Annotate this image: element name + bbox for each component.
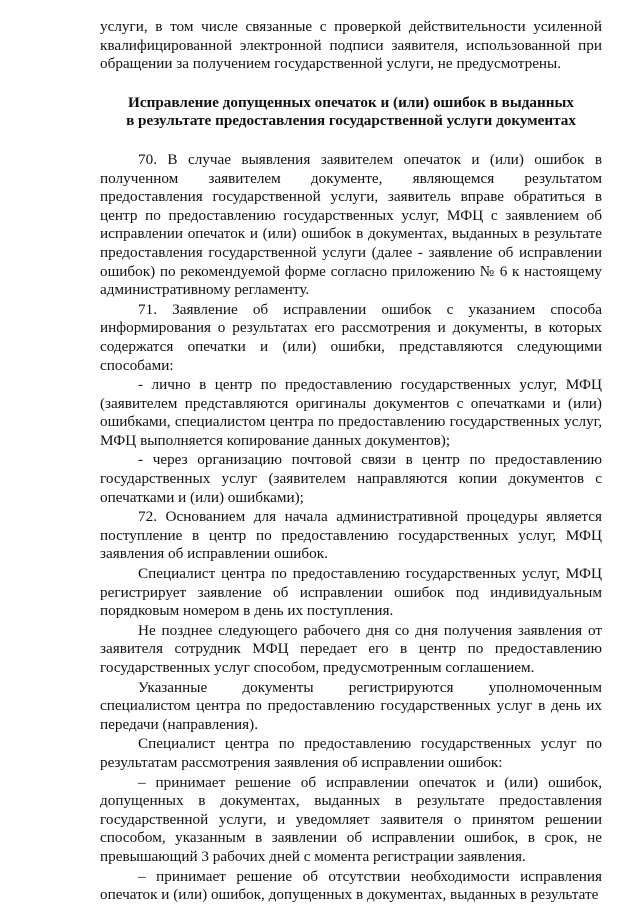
document-body: [100, 18, 602, 905]
list-item-by-mail: - через организацию почтовой связи в центр по предоставлению государственных услуг (заявителем направляются копии документов с опечатками и (или) ошибками);: [100, 451, 602, 506]
paragraph-documents-registered: Указанные документы регистрируются уполномоченным специалистом центра по предоставлению государственных услуг в день их передачи (направления).: [100, 678, 602, 733]
paragraph-71: 71. Заявление об исправлении ошибок с указанием способа информирования о результатах его рассмотрения и документы, в которых содержатся опечатки и (или) ошибки, представляются следующими способами:: [100, 300, 602, 374]
list-item-correction-decision: – принимает решение об исправлении опечаток и (или) ошибок, допущенных в документах, выданных в результате предоставления государственной услуги, и уведомляет заявителя о принятом решении способом, указанным в заявлении об исправлении ошибок, в срок, не превышающий 3 рабочих дней с момента регистрации заявления.: [100, 773, 602, 865]
paragraph-review-results: Специалист центра по предоставлению государственных услуг по результатам рассмотрения заявления об исправлении ошибок:: [100, 735, 602, 771]
list-item-in-person: - лично в центр по предоставлению государственных услуг, МФЦ (заявителем представляются оригиналы документов с опечатками и (или) ошибками, специалистом центра по предоставлению государственных услуг, МФЦ выполняется копирование данных документов);: [100, 376, 602, 449]
intro-paragraph: услуги, в том числе связанные с проверкой действительности усиленной квалифицированной электронной подписи заявителя, использованной при обращении за получением государственной услуги, не предусмотрены.: [100, 18, 602, 73]
list-item-no-correction-decision: – принимает решение об отсутствии необходимости исправления опечаток и (или) ошибок, допущенных в документах, выданных в результате: [100, 867, 602, 904]
paragraph-70: 70. В случае выявления заявителем опечаток и (или) ошибок в полученном заявителем документе, являющемся результатом предоставления государственной услуги, заявитель вправе обратиться в центр по предоставлению государственных услуг, МФЦ с заявлением об исправлении опечаток и (или) ошибок в документах, выданных в результате предоставления государственной услуги (далее - заявление об исправлении ошибок) по рекомендуемой форме согласно приложению № 6 к настоящему административному регламенту.: [100, 150, 602, 299]
section-heading-line-1: Исправление допущенных опечаток и (или) ошибок в выданных: [128, 93, 574, 111]
section-heading: [100, 94, 602, 131]
paragraph-transfer: Не позднее следующего рабочего дня со дня получения заявления от заявителя сотрудник МФЦ передает его в центр по предоставлению государственных услуг способом, предусмотренным соглашением.: [100, 621, 602, 676]
section-heading-line-2: в результате предоставления государственной услуги документах: [126, 112, 576, 130]
paragraph-registration: Специалист центра по предоставлению государственных услуг, МФЦ регистрирует заявление об исправлении ошибок под индивидуальным порядковым номером в день их поступления.: [100, 565, 602, 620]
paragraph-72: 72. Основанием для начала административной процедуры является поступление в центр по предоставлению государственных услуг, МФЦ заявления об исправлении ошибок.: [100, 508, 602, 563]
